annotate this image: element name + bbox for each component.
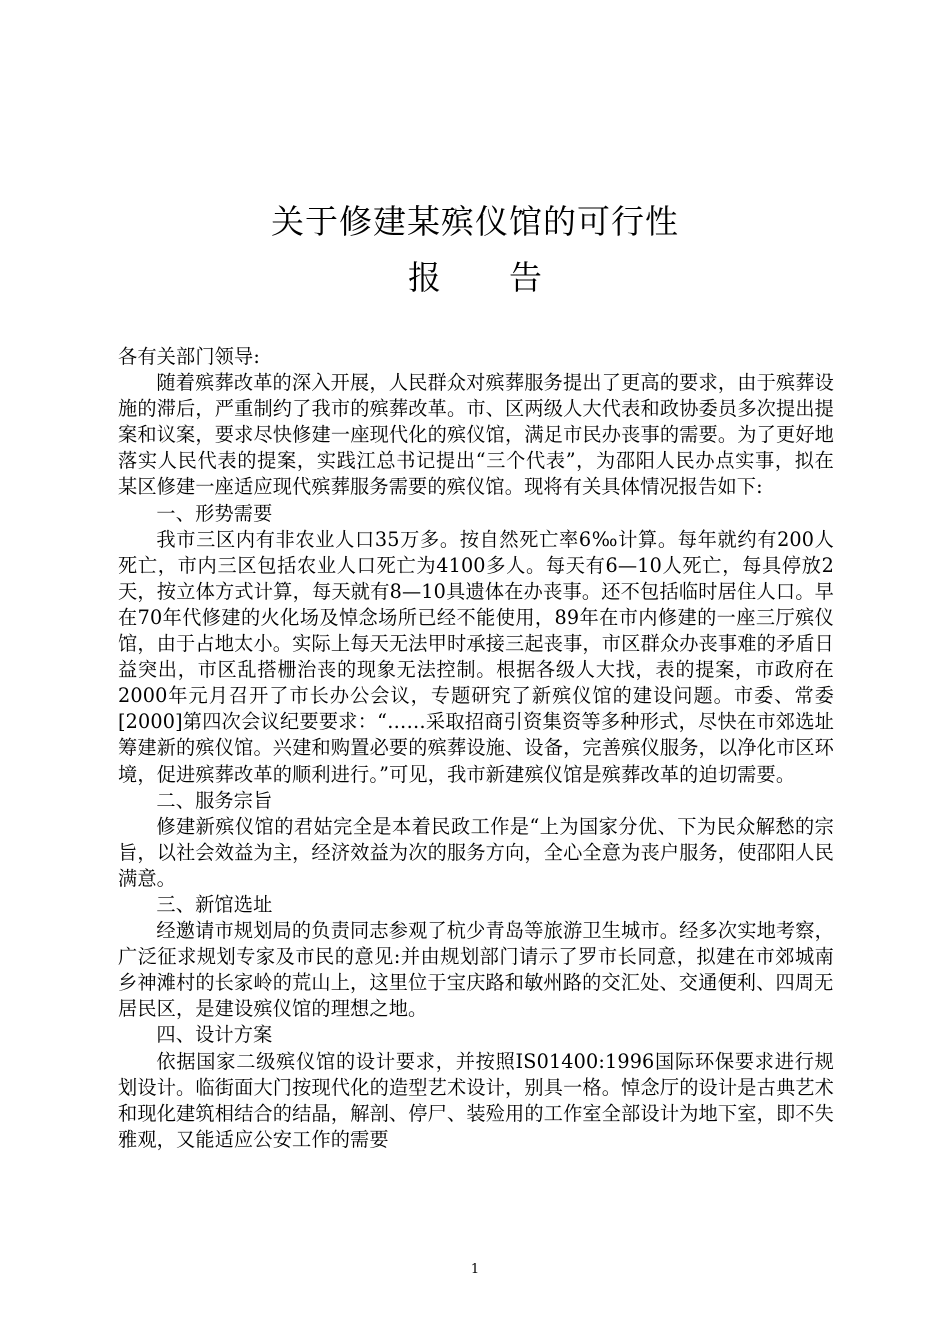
section-heading-purpose: 二、服务宗旨 bbox=[156, 788, 273, 812]
section-heading-design: 四、设计方案 bbox=[156, 1023, 273, 1047]
section-body-design: 依据国家二级殡仪馆的设计要求，并按照IS01400:1996国际环保要求进行规划设计。临街面大门按现代化的造型艺术设计，别具一格。悼念厅的设计是古典艺术和现化建筑相结合的结晶，解剖、停尸、装殓用的工作室全部设计为地下室，即不失雅观，又能适应公安工作的需要 bbox=[118, 1049, 834, 1151]
section-body-purpose: 修建新殡仪馆的君姑完全是本着民政工作是“上为国家分优、下为民众解愁的宗旨，以社会效益为主，经济效益为次的服务方向，全心全意为丧户服务，使邵阳人民满意。 bbox=[118, 814, 834, 890]
title-block bbox=[0, 198, 950, 304]
salutation: 各有关部门领导: bbox=[118, 345, 260, 368]
document-title: 关于修建某殡仪馆的可行性 bbox=[271, 202, 679, 241]
section-heading-site: 三、新馆选址 bbox=[156, 892, 273, 916]
document-subtitle: 报告 bbox=[408, 258, 610, 297]
section-body-situation: 我市三区内有非农业人口35万多。按自然死亡率6‰计算。每年就约有200人死亡，市内三区包括农业人口死亡为4100多人。每天有6—10人死亡，每具停放2天，按立体方式计算，每天就有8—10具遗体在办丧事。还不包括临时居住人口。早在70年代修建的火化场及悼念场所已经不能使用，89年在市内修建的一座三厅殡仪馆，由于占地太小。实际上每天无法甲时承接三起丧事，市区群众办丧事难的矛盾日益突出，市区乱搭栅治丧的现象无法控制。根据各级人大找，表的提案，市政府在2000年元月召开了市长办公会议，专题研究了新殡仪馆的建设问题。市委、常委[2000]第四次会议纪要要求：“……采取招商引资集资等多种形式，尽快在市郊选址筹建新的殡仪馆。兴建和购置必要的殡葬设施、设备，完善殡仪服务，以净化市区环境，促进殡葬改革的顺利进行。”可见，我市新建殡仪馆是殡葬改革的迫切需要。 bbox=[118, 527, 834, 786]
intro-paragraph: 随着殡葬改革的深入开展，人民群众对殡葬服务提出了更高的要求，由于殡葬设施的滞后，严重制约了我市的殡葬改革。市、区两级人大代表和政协委员多次提出提案和议案，要求尽快修建一座现代化的殡仪馆，满足市民办丧事的需要。为了更好地落实人民代表的提案，实践江总书记提出“三个代表”，为邵阳人民办点实事，拟在某区修建一座适应现代殡葬服务需要的殡仪馆。现将有关具体情况报告如下: bbox=[118, 371, 834, 499]
section-body-site: 经邀请市规划局的负责同志参观了杭少青岛等旅游卫生城市。经多次实地考察，广泛征求规划专家及市民的意见:并由规划部门请示了罗市长同意，拟建在市郊城南乡神滩村的长家岭的荒山上，这里位于宝庆路和敏州路的交汇处、交通便利、四周无 bbox=[118, 919, 834, 995]
section-body-site-continued: 居民区，是建设殡仪馆的理想之地。 bbox=[118, 997, 428, 1021]
document-body bbox=[118, 344, 834, 1153]
section-heading-situation: 一、形势需要 bbox=[156, 501, 273, 525]
page-number: 1 bbox=[470, 1262, 480, 1277]
